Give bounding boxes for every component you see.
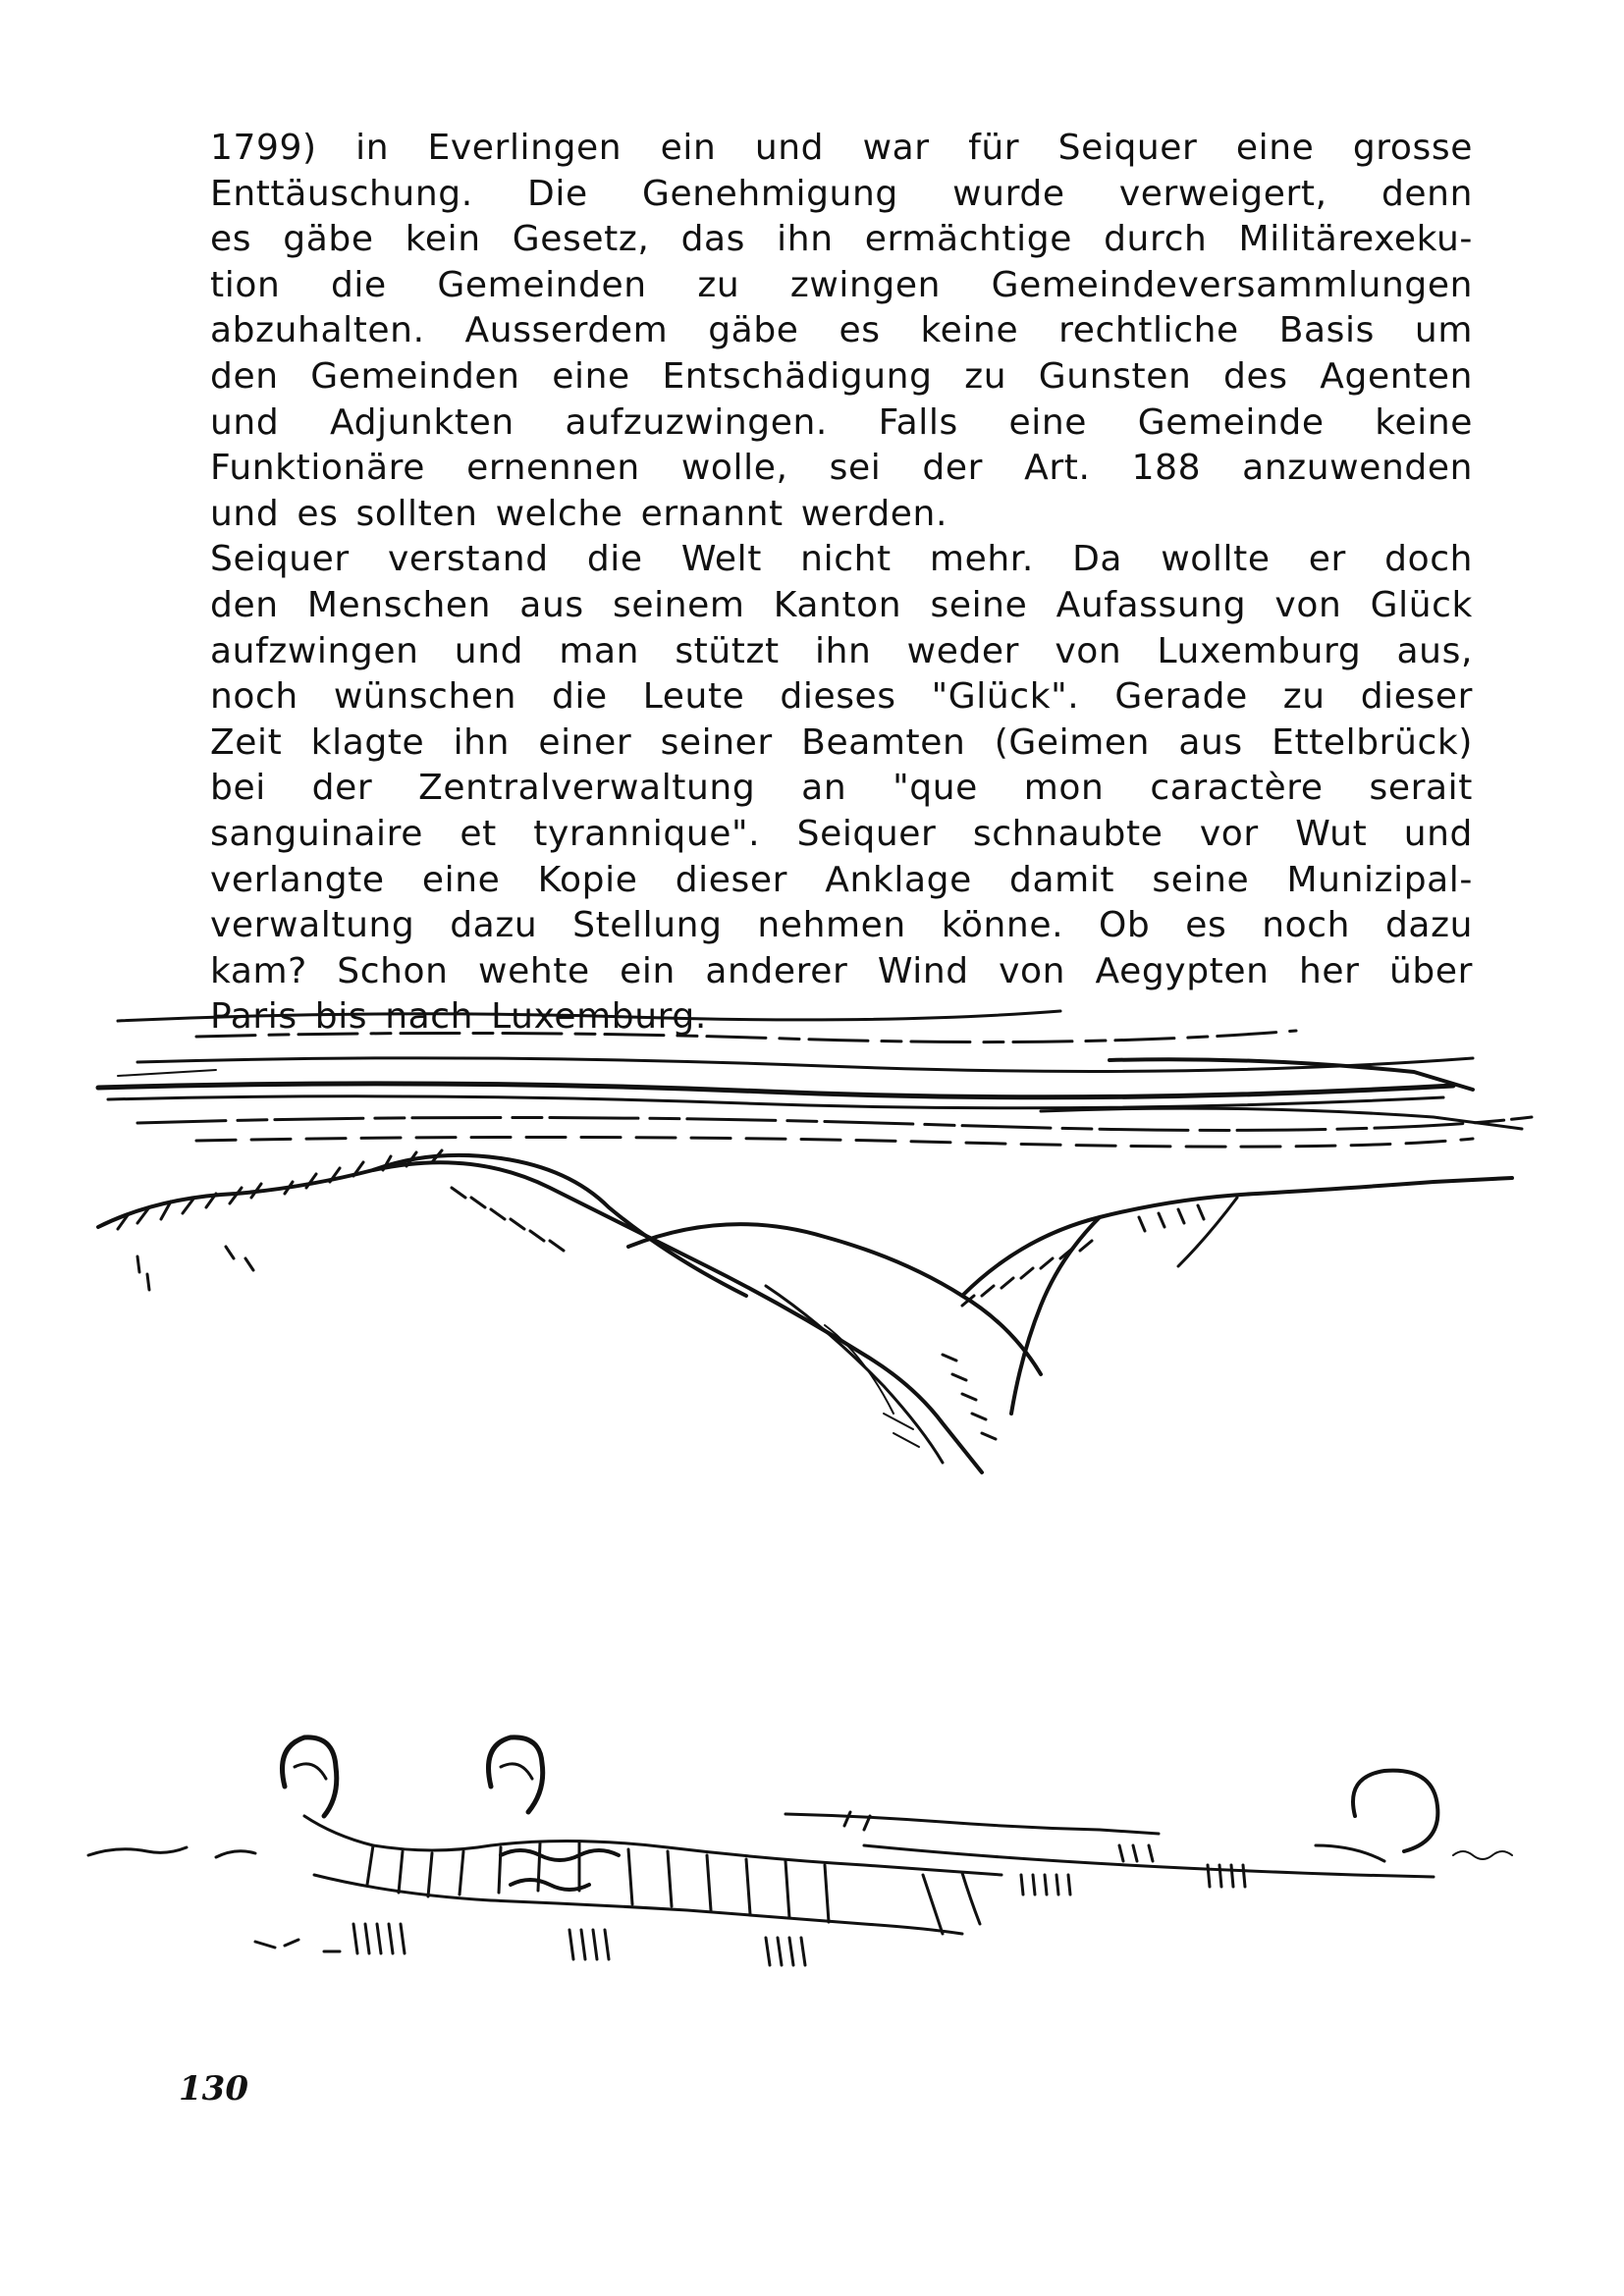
hills bbox=[98, 1155, 1512, 1472]
figure-body bbox=[304, 1816, 1001, 1934]
text-line: sanguinaire et tyrannique". Seiquer schnaubte vor Wut und bbox=[210, 813, 1473, 854]
text-line: und es sollten welche ernannt werden. bbox=[210, 493, 947, 534]
text-line: und Adjunkten aufzuzwingen. Falls eine Gemeinde keine bbox=[210, 401, 1473, 443]
figure-head bbox=[1316, 1771, 1437, 1861]
text-line: tion die Gemeinden zu zwingen Gemeindeversammlungen bbox=[210, 264, 1473, 305]
text-line: es gäbe kein Gesetz, das ihn ermächtige durch Militärexeku- bbox=[210, 219, 1473, 260]
text-line: Zeit klagte ihn einer seiner Beamten (Geimen aus Ettelbrück) bbox=[210, 721, 1473, 763]
text-line: verlangte eine Kopie dieser Anklage damit seine Munizipal- bbox=[210, 859, 1473, 900]
text-line: Enttäuschung. Die Genehmigung wurde verweigert, denn bbox=[210, 173, 1473, 214]
text-line: abzuhalten. Ausserdem gäbe es keine rechtliche Basis um bbox=[210, 310, 1473, 351]
landscape-sketch bbox=[79, 1001, 1571, 1502]
text-line: noch wünschen die Leute dieses "Glück". Gerade zu dieser bbox=[210, 676, 1473, 718]
text-line: 1799) in Everlingen ein und war für Seiquer eine grosse bbox=[210, 128, 1473, 168]
figure-feet bbox=[283, 1737, 543, 1816]
text-line: Seiquer verstand die Welt nicht mehr. Da wollte er doch bbox=[210, 539, 1473, 580]
hill-hatching bbox=[118, 1150, 1204, 1447]
page-number: 130 bbox=[179, 2069, 248, 2109]
grass-marks bbox=[255, 1812, 1245, 1965]
ground-line bbox=[88, 1814, 1512, 1877]
text-line: bei der Zentralverwaltung an "que mon caractère serait bbox=[210, 768, 1473, 809]
lying-figure-sketch bbox=[79, 1728, 1571, 2022]
text-line: verwaltung dazu Stellung nehmen könne. Ob es noch dazu bbox=[210, 905, 1473, 946]
text-line: kam? Schon wehte ein anderer Wind von Aegypten her über bbox=[210, 950, 1473, 991]
body-text bbox=[210, 126, 1473, 1041]
text-line: den Menschen aus seinem Kanton seine Aufassung von Glück bbox=[210, 584, 1473, 625]
text-line: den Gemeinden eine Entschädigung zu Gunsten des Agenten bbox=[210, 355, 1473, 397]
sky-streaks bbox=[98, 1011, 1532, 1147]
text-line: Funktionäre ernennen wolle, sei der Art. 188 anzuwenden bbox=[210, 448, 1473, 489]
text-line: Paris bis nach Luxemburg. bbox=[210, 996, 707, 1038]
text-line: aufzwingen und man stützt ihn weder von Luxemburg aus, bbox=[210, 630, 1473, 671]
